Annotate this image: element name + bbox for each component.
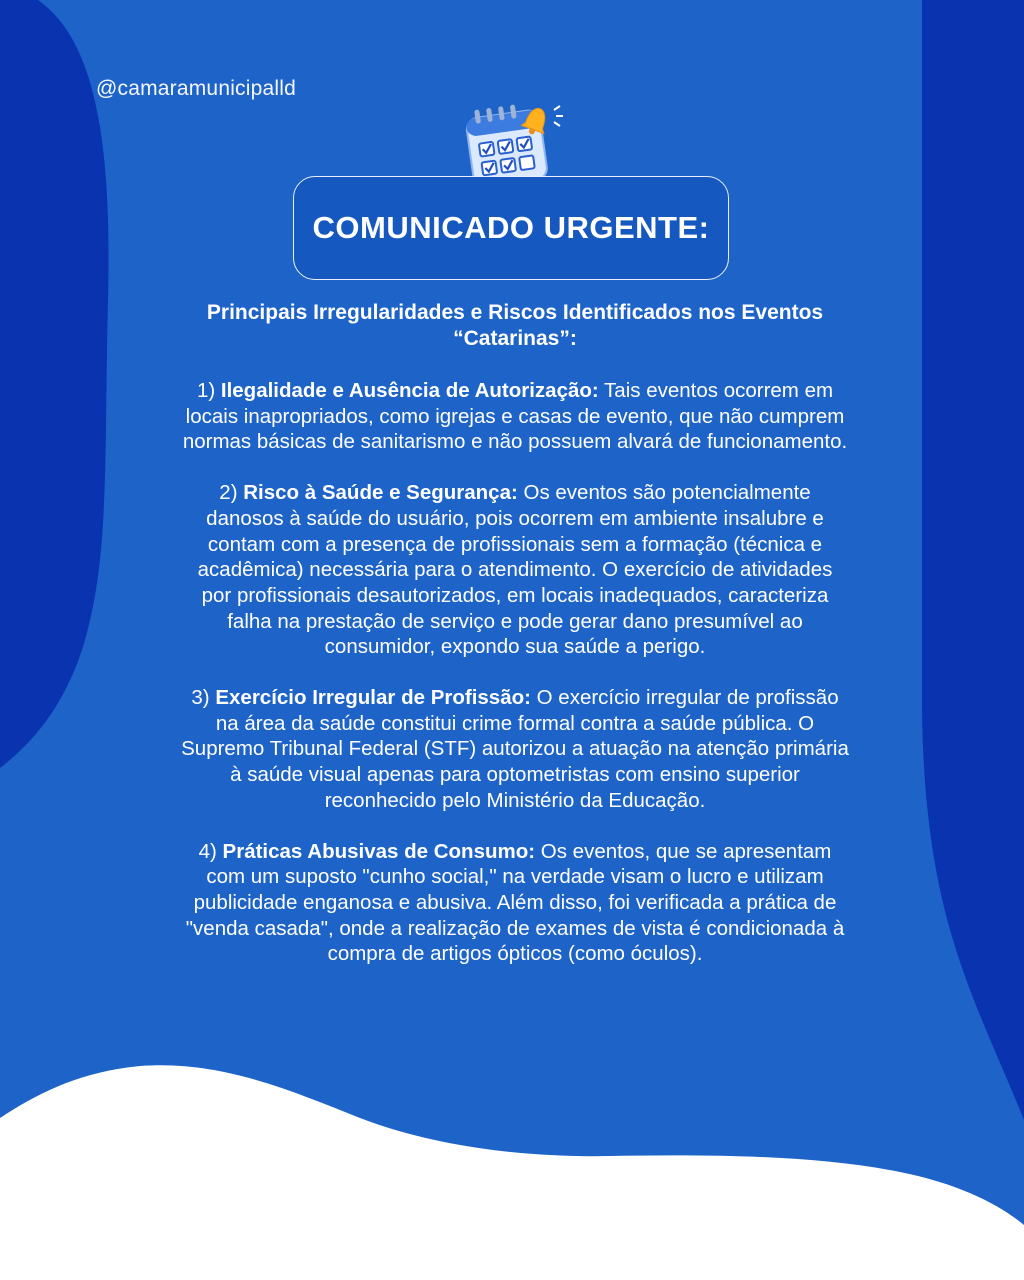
item-3 xyxy=(180,685,850,814)
item-title: Risco à Saúde e Segurança: xyxy=(243,481,518,505)
item-title: Exercício Irregular de Profissão: xyxy=(215,686,531,710)
item-number: 2) xyxy=(219,481,238,505)
item-text: Os eventos, que se apresentam com um suposto "cunho social," na verdade visam o lucro e utilizam publicidade enganosa e abusiva. Além disso, foi verificada a prática de "venda casada", onde a realização de exames de vista é condicionada à compra de artigos ópticos (como óculos). xyxy=(185,839,845,966)
item-number: 3) xyxy=(191,686,210,710)
account-handle: @camaramunicipalld xyxy=(96,77,296,100)
headline-box xyxy=(293,176,729,280)
item-number: 4) xyxy=(198,839,217,863)
item-text: O exercício irregular de profissão na área da saúde constitui crime formal contra a saúde pública. O Supremo Tribunal Federal (STF) autorizou a atuação na atenção primária à saúde visual apenas para optometristas com ensino superior reconhecido pelo Ministério da Educação. xyxy=(181,686,849,812)
subtitle: Principais Irregularidades e Riscos Identificados nos Eventos “Catarinas”: xyxy=(206,301,824,350)
item-4 xyxy=(180,839,850,968)
item-number: 1) xyxy=(196,379,216,402)
item-text: Os eventos são potencialmente danosos à saúde do usuário, pois ocorrem em ambiente insalubre e contam com a presença de profissionais sem a formação (técnica e acadêmica) necessária para o atendimento. O exercício de atividades por profissionais desautorizados, em locais inadequados, caracteriza falha na prestação de serviço e pode gerar dano presumível ao consumidor, expondo sua saúde a perigo. xyxy=(197,481,833,659)
item-2 xyxy=(180,480,850,660)
content xyxy=(180,300,850,992)
headline: COMUNICADO URGENTE: xyxy=(312,210,710,245)
item-title: Ilegalidade e Ausência de Autorização: xyxy=(220,379,599,402)
item-1 xyxy=(180,378,850,455)
item-title: Práticas Abusivas de Consumo: xyxy=(222,839,536,863)
item-text: Tais eventos ocorrem em locais inapropriados, como igrejas e casas de evento, que não cumprem normas básicas de sanitarismo e não possuem alvará de funcionamento. xyxy=(182,379,848,454)
